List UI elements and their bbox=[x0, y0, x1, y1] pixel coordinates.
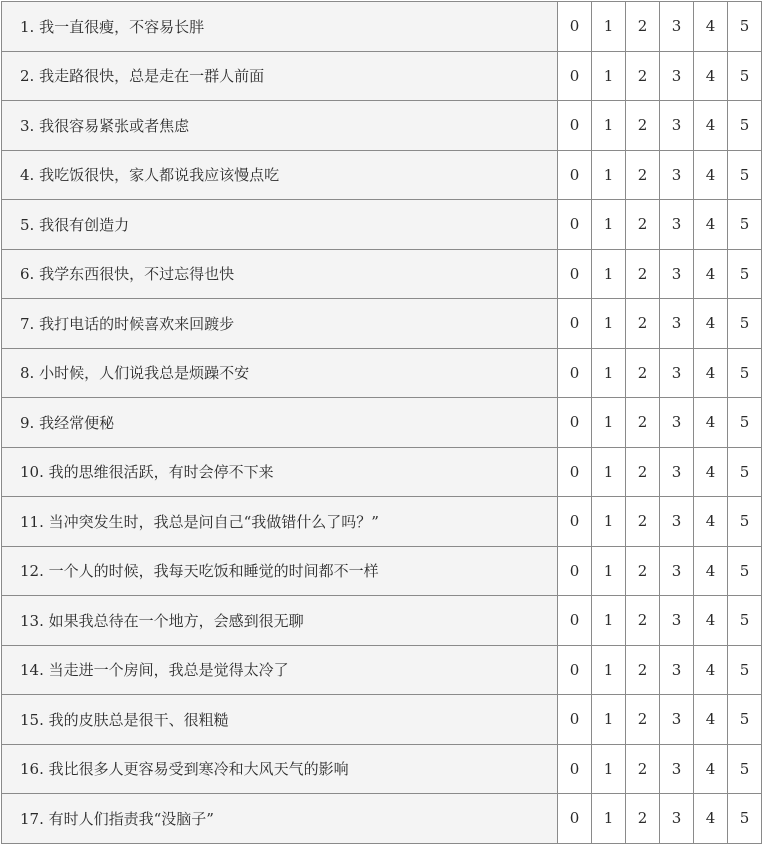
rating-option-5[interactable]: 5 bbox=[728, 200, 762, 250]
rating-option-0[interactable]: 0 bbox=[558, 51, 592, 101]
question-text: 1. 我一直很瘦，不容易长胖 bbox=[2, 2, 558, 52]
rating-option-2[interactable]: 2 bbox=[626, 645, 660, 695]
rating-option-3[interactable]: 3 bbox=[660, 2, 694, 52]
rating-option-0[interactable]: 0 bbox=[558, 2, 592, 52]
rating-option-3[interactable]: 3 bbox=[660, 546, 694, 596]
rating-option-2[interactable]: 2 bbox=[626, 348, 660, 398]
rating-option-1[interactable]: 1 bbox=[592, 398, 626, 448]
question-text: 14. 当走进一个房间，我总是觉得太冷了 bbox=[2, 645, 558, 695]
rating-option-0[interactable]: 0 bbox=[558, 299, 592, 349]
rating-option-5[interactable]: 5 bbox=[728, 794, 762, 844]
table-row bbox=[2, 398, 762, 448]
rating-option-0[interactable]: 0 bbox=[558, 596, 592, 646]
rating-option-1[interactable]: 1 bbox=[592, 645, 626, 695]
rating-option-2[interactable]: 2 bbox=[626, 744, 660, 794]
rating-option-0[interactable]: 0 bbox=[558, 101, 592, 151]
rating-option-1[interactable]: 1 bbox=[592, 348, 626, 398]
rating-option-1[interactable]: 1 bbox=[592, 744, 626, 794]
questionnaire bbox=[1, 1, 761, 846]
rating-option-2[interactable]: 2 bbox=[626, 150, 660, 200]
question-text: 3. 我很容易紧张或者焦虑 bbox=[2, 101, 558, 151]
rating-option-2[interactable]: 2 bbox=[626, 794, 660, 844]
rating-option-0[interactable]: 0 bbox=[558, 150, 592, 200]
question-text: 7. 我打电话的时候喜欢来回踱步 bbox=[2, 299, 558, 349]
rating-option-3[interactable]: 3 bbox=[660, 645, 694, 695]
question-text: 5. 我很有创造力 bbox=[2, 200, 558, 250]
rating-option-5[interactable]: 5 bbox=[728, 150, 762, 200]
rating-option-4[interactable]: 4 bbox=[694, 497, 728, 547]
rating-option-3[interactable]: 3 bbox=[660, 497, 694, 547]
table-row bbox=[2, 596, 762, 646]
rating-option-2[interactable]: 2 bbox=[626, 2, 660, 52]
rating-option-0[interactable]: 0 bbox=[558, 348, 592, 398]
rating-option-2[interactable]: 2 bbox=[626, 200, 660, 250]
rating-option-4[interactable]: 4 bbox=[694, 2, 728, 52]
rating-option-5[interactable]: 5 bbox=[728, 348, 762, 398]
table-row bbox=[2, 645, 762, 695]
questionnaire-body bbox=[2, 2, 762, 844]
rating-option-4[interactable]: 4 bbox=[694, 695, 728, 745]
rating-option-0[interactable]: 0 bbox=[558, 744, 592, 794]
rating-option-1[interactable]: 1 bbox=[592, 497, 626, 547]
rating-option-5[interactable]: 5 bbox=[728, 596, 762, 646]
rating-option-4[interactable]: 4 bbox=[694, 546, 728, 596]
rating-option-4[interactable]: 4 bbox=[694, 645, 728, 695]
rating-option-3[interactable]: 3 bbox=[660, 249, 694, 299]
rating-option-0[interactable]: 0 bbox=[558, 645, 592, 695]
rating-option-4[interactable]: 4 bbox=[694, 596, 728, 646]
rating-option-5[interactable]: 5 bbox=[728, 497, 762, 547]
question-text: 6. 我学东西很快，不过忘得也快 bbox=[2, 249, 558, 299]
rating-option-0[interactable]: 0 bbox=[558, 695, 592, 745]
rating-option-1[interactable]: 1 bbox=[592, 2, 626, 52]
rating-option-4[interactable]: 4 bbox=[694, 447, 728, 497]
rating-option-5[interactable]: 5 bbox=[728, 695, 762, 745]
rating-option-0[interactable]: 0 bbox=[558, 546, 592, 596]
rating-option-4[interactable]: 4 bbox=[694, 51, 728, 101]
rating-option-2[interactable]: 2 bbox=[626, 249, 660, 299]
rating-option-2[interactable]: 2 bbox=[626, 398, 660, 448]
question-text: 15. 我的皮肤总是很干、很粗糙 bbox=[2, 695, 558, 745]
rating-option-0[interactable]: 0 bbox=[558, 447, 592, 497]
rating-option-1[interactable]: 1 bbox=[592, 51, 626, 101]
rating-option-1[interactable]: 1 bbox=[592, 249, 626, 299]
rating-option-0[interactable]: 0 bbox=[558, 200, 592, 250]
table-row bbox=[2, 2, 762, 52]
rating-option-0[interactable]: 0 bbox=[558, 497, 592, 547]
table-row bbox=[2, 447, 762, 497]
table-row bbox=[2, 150, 762, 200]
rating-option-3[interactable]: 3 bbox=[660, 150, 694, 200]
question-text: 13. 如果我总待在一个地方，会感到很无聊 bbox=[2, 596, 558, 646]
rating-option-1[interactable]: 1 bbox=[592, 447, 626, 497]
rating-option-3[interactable]: 3 bbox=[660, 794, 694, 844]
question-text: 11. 当冲突发生时，我总是问自己“我做错什么了吗？” bbox=[2, 497, 558, 547]
rating-option-3[interactable]: 3 bbox=[660, 101, 694, 151]
table-row bbox=[2, 794, 762, 844]
rating-option-2[interactable]: 2 bbox=[626, 51, 660, 101]
table-row bbox=[2, 348, 762, 398]
rating-option-3[interactable]: 3 bbox=[660, 348, 694, 398]
rating-option-4[interactable]: 4 bbox=[694, 249, 728, 299]
rating-option-2[interactable]: 2 bbox=[626, 596, 660, 646]
rating-option-5[interactable]: 5 bbox=[728, 249, 762, 299]
rating-option-3[interactable]: 3 bbox=[660, 596, 694, 646]
rating-option-5[interactable]: 5 bbox=[728, 398, 762, 448]
questionnaire-table bbox=[1, 1, 762, 844]
rating-option-1[interactable]: 1 bbox=[592, 546, 626, 596]
table-row bbox=[2, 497, 762, 547]
rating-option-3[interactable]: 3 bbox=[660, 398, 694, 448]
table-row bbox=[2, 695, 762, 745]
rating-option-5[interactable]: 5 bbox=[728, 546, 762, 596]
question-text: 10. 我的思维很活跃，有时会停不下来 bbox=[2, 447, 558, 497]
rating-option-2[interactable]: 2 bbox=[626, 546, 660, 596]
rating-option-4[interactable]: 4 bbox=[694, 150, 728, 200]
question-text: 9. 我经常便秘 bbox=[2, 398, 558, 448]
rating-option-2[interactable]: 2 bbox=[626, 497, 660, 547]
question-text: 4. 我吃饭很快，家人都说我应该慢点吃 bbox=[2, 150, 558, 200]
rating-option-0[interactable]: 0 bbox=[558, 398, 592, 448]
rating-option-4[interactable]: 4 bbox=[694, 744, 728, 794]
question-text: 17. 有时人们指责我“没脑子” bbox=[2, 794, 558, 844]
rating-option-3[interactable]: 3 bbox=[660, 51, 694, 101]
rating-option-1[interactable]: 1 bbox=[592, 695, 626, 745]
rating-option-3[interactable]: 3 bbox=[660, 447, 694, 497]
rating-option-1[interactable]: 1 bbox=[592, 101, 626, 151]
rating-option-5[interactable]: 5 bbox=[728, 299, 762, 349]
rating-option-5[interactable]: 5 bbox=[728, 447, 762, 497]
rating-option-0[interactable]: 0 bbox=[558, 794, 592, 844]
rating-option-4[interactable]: 4 bbox=[694, 794, 728, 844]
rating-option-3[interactable]: 3 bbox=[660, 200, 694, 250]
rating-option-3[interactable]: 3 bbox=[660, 744, 694, 794]
question-text: 8. 小时候，人们说我总是烦躁不安 bbox=[2, 348, 558, 398]
rating-option-5[interactable]: 5 bbox=[728, 101, 762, 151]
rating-option-2[interactable]: 2 bbox=[626, 447, 660, 497]
table-row bbox=[2, 546, 762, 596]
rating-option-4[interactable]: 4 bbox=[694, 348, 728, 398]
rating-option-4[interactable]: 4 bbox=[694, 398, 728, 448]
rating-option-5[interactable]: 5 bbox=[728, 645, 762, 695]
rating-option-1[interactable]: 1 bbox=[592, 299, 626, 349]
rating-option-4[interactable]: 4 bbox=[694, 101, 728, 151]
rating-option-2[interactable]: 2 bbox=[626, 299, 660, 349]
question-text: 16. 我比很多人更容易受到寒冷和大风天气的影响 bbox=[2, 744, 558, 794]
table-row bbox=[2, 744, 762, 794]
rating-option-2[interactable]: 2 bbox=[626, 101, 660, 151]
rating-option-4[interactable]: 4 bbox=[694, 200, 728, 250]
rating-option-1[interactable]: 1 bbox=[592, 150, 626, 200]
table-row bbox=[2, 249, 762, 299]
rating-option-5[interactable]: 5 bbox=[728, 744, 762, 794]
table-row bbox=[2, 51, 762, 101]
rating-option-1[interactable]: 1 bbox=[592, 200, 626, 250]
rating-option-0[interactable]: 0 bbox=[558, 249, 592, 299]
table-row bbox=[2, 200, 762, 250]
rating-option-4[interactable]: 4 bbox=[694, 299, 728, 349]
rating-option-5[interactable]: 5 bbox=[728, 2, 762, 52]
rating-option-3[interactable]: 3 bbox=[660, 695, 694, 745]
rating-option-2[interactable]: 2 bbox=[626, 695, 660, 745]
rating-option-1[interactable]: 1 bbox=[592, 794, 626, 844]
table-row bbox=[2, 101, 762, 151]
rating-option-3[interactable]: 3 bbox=[660, 299, 694, 349]
question-text: 2. 我走路很快，总是走在一群人前面 bbox=[2, 51, 558, 101]
rating-option-1[interactable]: 1 bbox=[592, 596, 626, 646]
question-text: 12. 一个人的时候，我每天吃饭和睡觉的时间都不一样 bbox=[2, 546, 558, 596]
rating-option-5[interactable]: 5 bbox=[728, 51, 762, 101]
table-row bbox=[2, 299, 762, 349]
